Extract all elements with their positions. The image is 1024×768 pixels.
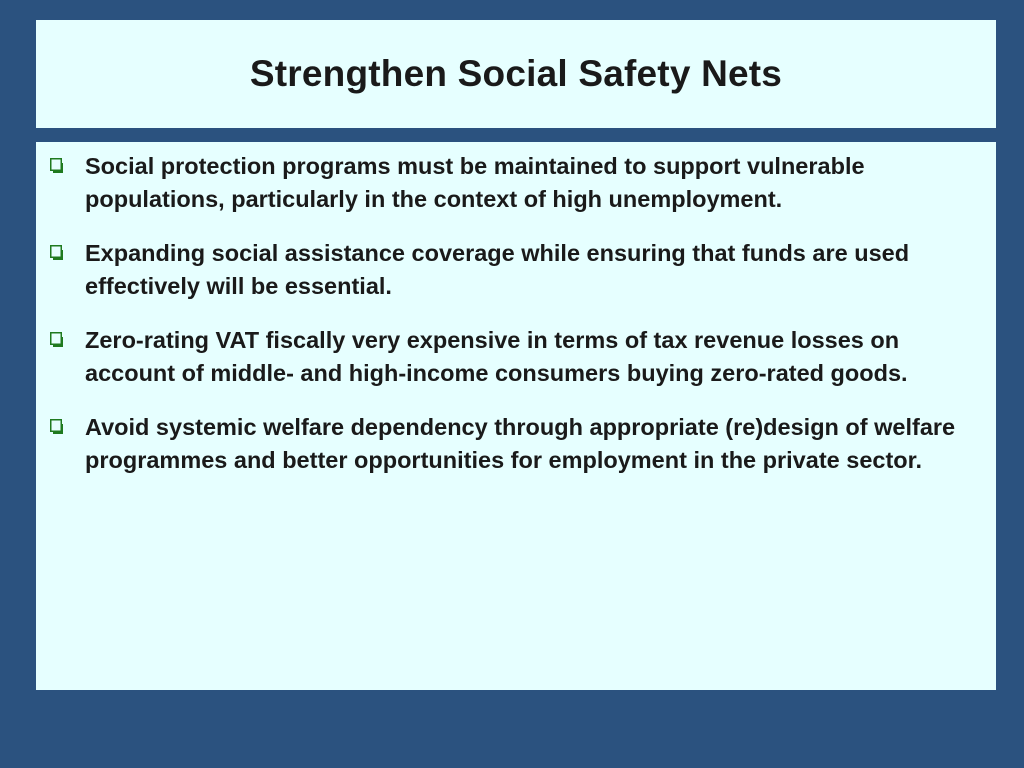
hollow-square-bullet-icon	[50, 245, 64, 261]
hollow-square-bullet-icon	[50, 419, 64, 435]
bullet-text: Social protection programs must be maintained to support vulnerable populations, particularly in the context of high unemployment.	[85, 153, 865, 212]
bullet-text: Avoid systemic welfare dependency through appropriate (re)design of welfare programmes and better opportunities for employment in the private sector.	[85, 414, 956, 473]
hollow-square-bullet-icon	[50, 332, 64, 348]
bullet-item	[36, 237, 984, 303]
bullet-text: Zero-rating VAT fiscally very expensive in terms of tax revenue losses on account of middle- and high-income consumers buying zero-rated goods.	[85, 327, 908, 386]
bullet-item	[36, 324, 984, 390]
bullet-list	[36, 142, 996, 477]
bullet-item	[36, 411, 984, 477]
bullet-item	[36, 150, 984, 216]
hollow-square-bullet-icon	[50, 158, 64, 174]
bullet-text: Expanding social assistance coverage while ensuring that funds are used effectively will be essential.	[85, 240, 910, 299]
title-panel	[36, 20, 996, 128]
slide-title: Strengthen Social Safety Nets	[249, 53, 783, 94]
content-panel	[36, 142, 996, 690]
